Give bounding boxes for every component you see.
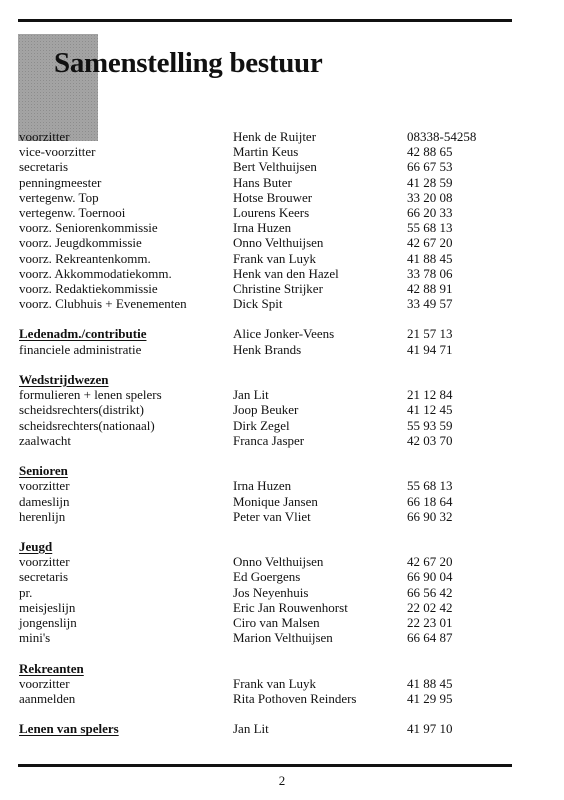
name-cell: Jos Neyenhuis	[233, 584, 309, 600]
name-cell: Henk van den Hazel	[233, 265, 339, 281]
section-heading-row	[19, 326, 509, 341]
name-cell: Dirk Zegel	[233, 417, 290, 433]
table-row	[19, 296, 509, 311]
section-spacer	[19, 706, 509, 721]
role-cell: dameslijn	[19, 493, 70, 509]
section-spacer	[19, 645, 509, 660]
role-cell: vice-voorzitter	[19, 144, 96, 160]
table-row	[19, 387, 509, 402]
phone-cell: 42 67 20	[407, 554, 453, 570]
name-cell: Jan Lit	[233, 387, 269, 403]
name-cell: Joop Beuker	[233, 402, 299, 418]
table-row	[19, 600, 509, 615]
name-cell: Ciro van Malsen	[233, 615, 320, 630]
phone-cell: 66 20 33	[407, 204, 453, 220]
role-cell: herenlijn	[19, 508, 66, 524]
phone-cell: 22 02 42	[407, 599, 453, 615]
section-jeugd	[19, 539, 509, 645]
table-row	[19, 266, 509, 281]
role-cell: financiele administratie	[19, 341, 142, 357]
phone-cell: 41 29 95	[407, 690, 453, 706]
section-heading-row	[19, 372, 509, 387]
name-cell: Ed Goergens	[233, 569, 301, 585]
section-heading-row	[19, 463, 509, 478]
phone-cell: 41 12 45	[407, 402, 453, 418]
role-cell: voorzitter	[19, 675, 70, 691]
role-cell: secretaris	[19, 569, 69, 585]
role-cell: jongenslijn	[19, 615, 77, 630]
table-row	[19, 676, 509, 691]
phone-cell: 66 56 42	[407, 584, 453, 600]
table-row	[19, 129, 509, 144]
section-senioren	[19, 463, 509, 524]
role-cell: voorz. Rekreantenkomm.	[19, 250, 151, 266]
section-spacer	[19, 524, 509, 539]
section-heading: Lenen van spelers	[19, 721, 119, 737]
role-cell: voorz. Jeugdkommissie	[19, 235, 142, 251]
role-cell: meisjeslijn	[19, 599, 76, 615]
table-row	[19, 159, 509, 174]
name-cell: Martin Keus	[233, 144, 299, 160]
phone-cell: 55 68 13	[407, 478, 453, 494]
table-row	[19, 281, 509, 296]
role-cell: formulieren + lenen spelers	[19, 387, 162, 403]
role-cell: vertegenw. Top	[19, 189, 99, 205]
name-cell: Alice Jonker-Veens	[233, 326, 335, 342]
role-cell: voorzitter	[19, 554, 70, 570]
phone-cell: 42 03 70	[407, 432, 453, 448]
section-heading: Jeugd	[19, 539, 53, 555]
role-cell: pr.	[19, 584, 33, 600]
table-row	[19, 478, 509, 493]
name-cell: Monique Jansen	[233, 493, 318, 509]
table-row	[19, 418, 509, 433]
table-row	[19, 205, 509, 220]
phone-cell: 66 67 53	[407, 159, 453, 175]
section-rekreanten	[19, 661, 509, 707]
section-wedstrijdwezen	[19, 372, 509, 448]
phone-cell: 21 12 84	[407, 387, 453, 403]
phone-cell: 21 57 13	[407, 326, 453, 342]
role-cell: secretaris	[19, 159, 69, 175]
role-cell: penningmeester	[19, 174, 102, 190]
section-heading: Rekreanten	[19, 660, 84, 676]
table-row	[19, 615, 509, 630]
role-cell: vertegenw. Toernooi	[19, 204, 126, 220]
table-row	[19, 175, 509, 190]
section-heading: Wedstrijdwezen	[19, 372, 109, 387]
page-number: 2	[278, 773, 286, 788]
section-spacer	[19, 311, 509, 326]
name-cell: Irna Huzen	[233, 220, 292, 236]
name-cell: Bert Velthuijsen	[233, 159, 317, 175]
section-heading-row	[19, 721, 509, 736]
role-cell: voorz. Akkommodatiekomm.	[19, 265, 172, 281]
board-directory	[19, 129, 509, 737]
table-row	[19, 433, 509, 448]
section-heading: Senioren	[19, 463, 68, 479]
phone-cell: 41 88 45	[407, 675, 453, 691]
phone-cell: 33 20 08	[407, 189, 453, 205]
phone-cell: 33 78 06	[407, 265, 453, 281]
table-row	[19, 585, 509, 600]
name-cell: Peter van Vliet	[233, 508, 311, 524]
phone-cell: 55 68 13	[407, 220, 453, 236]
role-cell: voorz. Redaktiekommissie	[19, 280, 158, 296]
top-rule	[18, 19, 512, 22]
name-cell: Lourens Keers	[233, 204, 310, 220]
phone-cell: 41 88 45	[407, 250, 453, 266]
role-cell: scheidsrechters(distrikt)	[19, 402, 144, 418]
table-row	[19, 691, 509, 706]
name-cell: Jan Lit	[233, 721, 269, 737]
phone-cell: 66 90 32	[407, 508, 453, 524]
phone-cell: 42 88 91	[407, 280, 453, 296]
phone-cell: 55 93 59	[407, 417, 453, 433]
name-cell: Henk de Ruijter	[233, 129, 317, 144]
table-row	[19, 190, 509, 205]
section-ledenadministratie	[19, 326, 509, 356]
name-cell: Christine Strijker	[233, 280, 323, 296]
phone-cell: 41 28 59	[407, 174, 453, 190]
table-row	[19, 220, 509, 235]
phone-cell: 22 23 01	[407, 615, 453, 630]
bottom-rule	[18, 764, 512, 767]
name-cell: Marion Velthuijsen	[233, 630, 333, 646]
name-cell: Dick Spit	[233, 296, 283, 312]
name-cell: Rita Pothoven Reinders	[233, 690, 357, 706]
role-cell: zaalwacht	[19, 432, 71, 448]
name-cell: Irna Huzen	[233, 478, 292, 494]
table-row	[19, 251, 509, 266]
table-row	[19, 235, 509, 250]
name-cell: Frank van Luyk	[233, 250, 317, 266]
phone-cell: 66 90 04	[407, 569, 453, 585]
phone-cell: 41 97 10	[407, 721, 453, 737]
section-lenen-van-spelers	[19, 721, 509, 736]
table-row	[19, 554, 509, 569]
table-row	[19, 630, 509, 645]
table-row	[19, 402, 509, 417]
name-cell: Hans Buter	[233, 174, 292, 190]
phone-cell: 41 94 71	[407, 341, 453, 357]
section-board	[19, 129, 509, 311]
section-heading-row	[19, 539, 509, 554]
phone-cell: 08338-54258	[407, 129, 477, 144]
name-cell: Franca Jasper	[233, 432, 305, 448]
role-cell: voorz. Seniorenkommissie	[19, 220, 158, 236]
phone-cell: 42 88 65	[407, 144, 453, 160]
section-heading-row	[19, 661, 509, 676]
table-row	[19, 569, 509, 584]
phone-cell: 66 18 64	[407, 493, 453, 509]
page-title: Samenstelling bestuur	[54, 47, 323, 79]
role-cell: aanmelden	[19, 690, 76, 706]
table-row	[19, 144, 509, 159]
name-cell: Hotse Brouwer	[233, 189, 313, 205]
section-spacer	[19, 448, 509, 463]
table-row	[19, 509, 509, 524]
name-cell: Onno Velthuijsen	[233, 554, 324, 570]
name-cell: Eric Jan Rouwenhorst	[233, 599, 348, 615]
role-cell: voorzitter	[19, 478, 70, 494]
table-row	[19, 342, 509, 357]
table-row	[19, 494, 509, 509]
phone-cell: 66 64 87	[407, 630, 453, 646]
name-cell: Frank van Luyk	[233, 675, 317, 691]
name-cell: Henk Brands	[233, 341, 302, 357]
role-cell: voorzitter	[19, 129, 70, 144]
role-cell: mini's	[19, 630, 51, 646]
section-heading: Ledenadm./contributie	[19, 326, 147, 342]
role-cell: voorz. Clubhuis + Evenementen	[19, 296, 187, 312]
name-cell: Onno Velthuijsen	[233, 235, 324, 251]
phone-cell: 33 49 57	[407, 296, 453, 312]
role-cell: scheidsrechters(nationaal)	[19, 417, 155, 433]
phone-cell: 42 67 20	[407, 235, 453, 251]
section-spacer	[19, 357, 509, 372]
